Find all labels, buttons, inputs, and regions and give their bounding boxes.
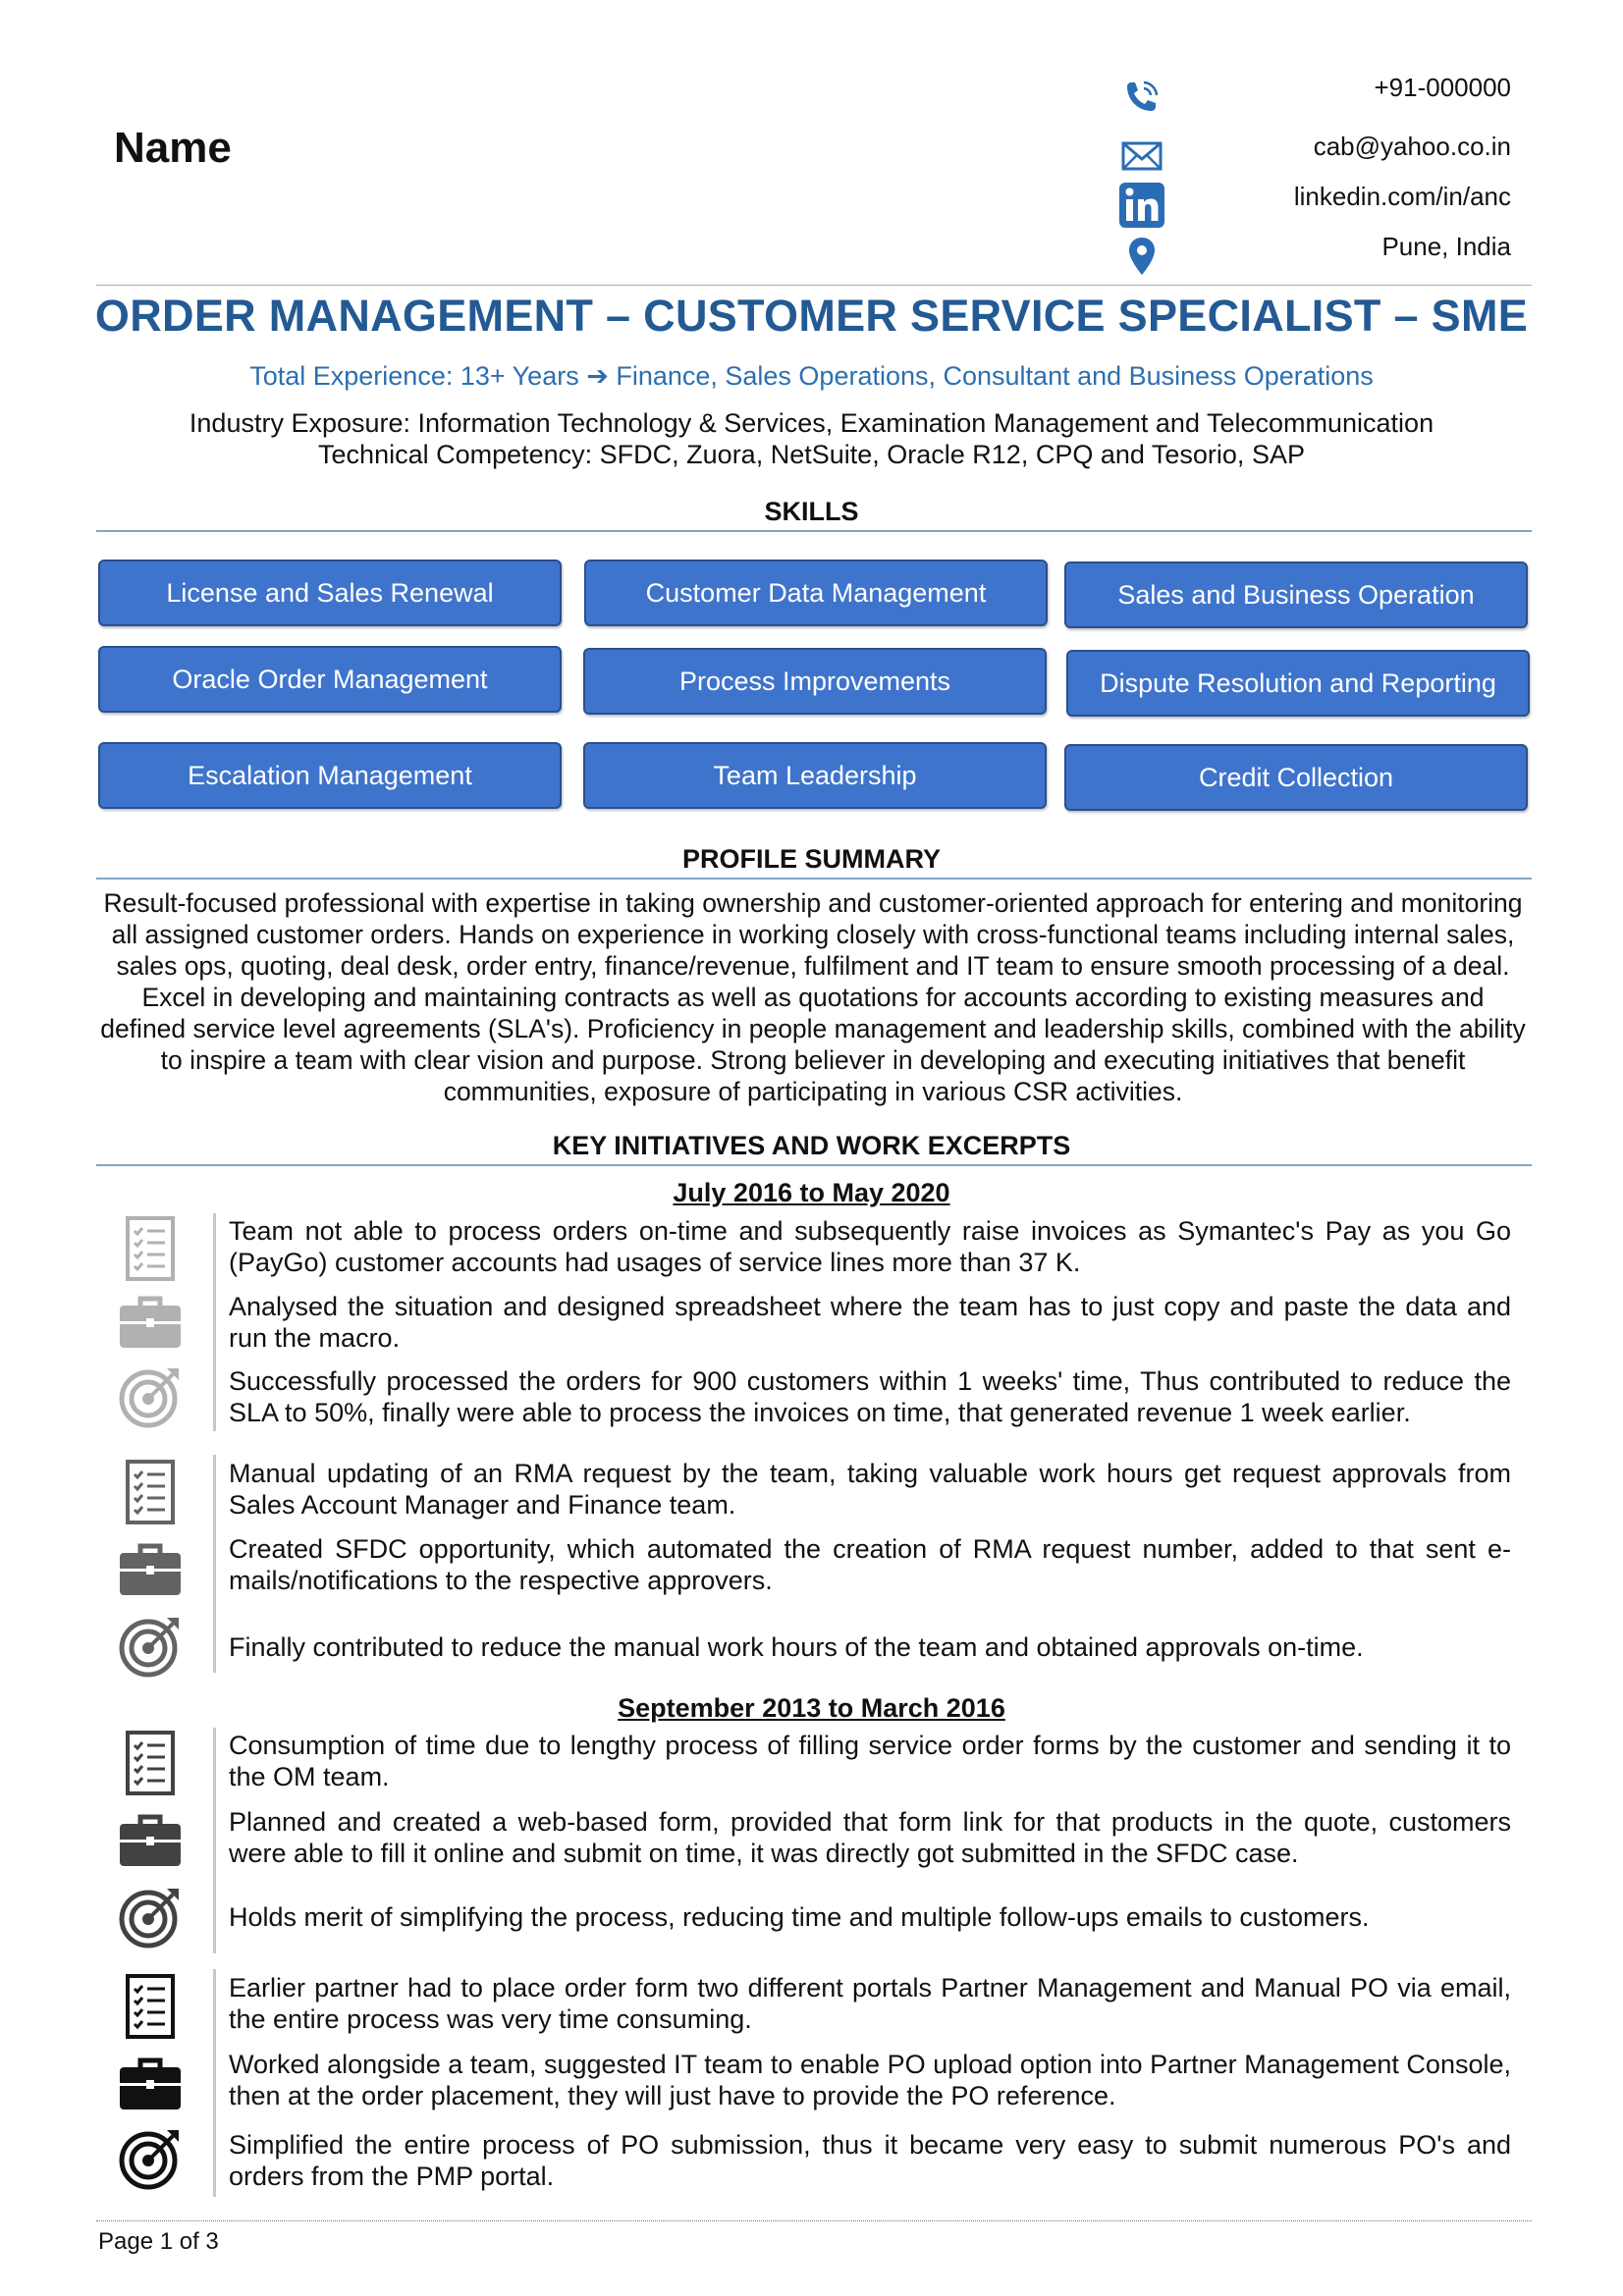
initiative-item: Manual updating of an RMA request by the team, taking valuable work hours get request approvals from Sales Account Manager and Finance team. xyxy=(229,1459,1511,1520)
initiative-item: Analysed the situation and designed spreadsheet where the team has to just copy and paste the data and run the macro. xyxy=(229,1292,1511,1353)
initiative-item: Simplified the entire process of PO submission, thus it became very easy to submit numerous PO's and orders from the PMP portal. xyxy=(229,2130,1511,2191)
checklist-icon xyxy=(116,1973,185,2040)
period-heading: July 2016 to May 2020 xyxy=(673,1178,950,1207)
page-number: Page 1 of 3 xyxy=(98,2228,219,2255)
technical-competency: Technical Competency: SFDC, Zuora, NetSuite, Oracle R12, CPQ and Tesorio, SAP xyxy=(318,440,1305,469)
briefcase-icon xyxy=(116,2056,185,2112)
skill-badge: Credit Collection xyxy=(1064,744,1528,811)
skills-divider xyxy=(96,530,1532,532)
checklist-icon xyxy=(116,1459,185,1525)
profile-heading: PROFILE SUMMARY xyxy=(682,844,941,874)
item-group-bar xyxy=(213,1213,216,1431)
initiatives-divider xyxy=(96,1164,1532,1166)
item-group-bar xyxy=(213,1728,216,1953)
skill-badge: Escalation Management xyxy=(98,742,562,809)
phone-number: +91-000000 xyxy=(1374,73,1511,102)
initiative-item: Earlier partner had to place order form two different portals Partner Management and Manual PO via email, the entire process was very time consuming. xyxy=(229,1973,1511,2034)
checklist-icon xyxy=(116,1730,185,1796)
skill-badge: Sales and Business Operation xyxy=(1064,561,1528,628)
candidate-name: Name xyxy=(114,124,232,172)
skill-badge: Process Improvements xyxy=(583,648,1047,715)
skill-badge: License and Sales Renewal xyxy=(98,560,562,626)
phone-icon xyxy=(1114,77,1169,122)
footer-divider xyxy=(96,2220,1532,2221)
target-icon xyxy=(116,1614,185,1679)
skill-badge: Dispute Resolution and Reporting xyxy=(1066,650,1530,717)
checklist-icon xyxy=(116,1215,185,1282)
initiative-item: Consumption of time due to lengthy process of filling service order forms by the customer and sending it to the OM team. xyxy=(229,1731,1511,1791)
linkedin-url: linkedin.com/in/anc xyxy=(1293,182,1511,211)
initiative-item: Team not able to process orders on-time and subsequently raise invoices as Symantec's Pay as you Go (PayGo) customer accounts had usages of service lines more than 37 K. xyxy=(229,1216,1511,1277)
skill-badge: Oracle Order Management xyxy=(98,646,562,713)
initiative-item: Planned and created a web-based form, provided that form link for that products in the quote, customers were able to fill it online and submit on time, it was directly got submitted in the SFDC case. xyxy=(229,1807,1511,1868)
initiatives-heading: KEY INITIATIVES AND WORK EXCERPTS xyxy=(552,1131,1071,1160)
period-heading: September 2013 to March 2016 xyxy=(618,1693,1005,1723)
skill-badge: Customer Data Management xyxy=(584,560,1048,626)
profile-summary-text: Result-focused professional with expertise in taking ownership and customer-oriented approach for entering and monitoring all assigned customer orders. Hands on experience in working closely with cross-functional teams including internal sales, sales ops, quoting, deal desk, order entry, finance/revenue, fulfilment and IT team to ensure smooth processing of a deal. Excel in developing and maintaining contracts as well as quotations for accounts according to existing measures and defined service level agreements (SLA's). Proficiency in people management and leadership skills, combined with the ability to inspire a team with clear vision and purpose. Strong believer in developing and executing initiatives that benefit communities, exposure of participating in various CSR activities. xyxy=(100,888,1526,1106)
initiative-item: Created SFDC opportunity, which automated the creation of RMA request number, added to that sent e-mails/notifications to the respective approvers. xyxy=(229,1534,1511,1595)
resume-title: ORDER MANAGEMENT – CUSTOMER SERVICE SPECIALIST – SME xyxy=(94,291,1529,341)
profile-divider xyxy=(96,878,1532,880)
target-icon xyxy=(116,2126,185,2191)
initiative-item: Successfully processed the orders for 900 customers within 1 weeks' time, Thus contributed to reduce the SLA to 50%, finally were able to process the invoices on time, that generated revenue 1 week earlier. xyxy=(229,1366,1511,1427)
location: Pune, India xyxy=(1381,232,1511,261)
email-address: cab@yahoo.co.in xyxy=(1313,132,1511,161)
item-group-bar xyxy=(213,1455,216,1673)
initiative-item: Finally contributed to reduce the manual work hours of the team and obtained approvals on-time. xyxy=(229,1632,1364,1662)
skill-badge: Team Leadership xyxy=(583,742,1047,809)
target-icon xyxy=(116,1885,185,1949)
industry-exposure: Industry Exposure: Information Technology & Services, Examination Management and Telecommunication xyxy=(189,408,1434,438)
target-icon xyxy=(116,1364,185,1429)
initiative-item: Holds merit of simplifying the process, reducing time and multiple follow-ups emails to customers. xyxy=(229,1902,1370,1932)
location-pin-icon xyxy=(1114,236,1169,277)
briefcase-icon xyxy=(116,1812,185,1869)
total-experience: Total Experience: 13+ Years ➔ Finance, Sales Operations, Consultant and Business Operations xyxy=(249,361,1374,391)
mail-icon xyxy=(1114,139,1169,173)
linkedin-icon xyxy=(1114,181,1169,230)
initiative-item: Worked alongside a team, suggested IT team to enable PO upload option into Partner Management Console, then at the order placement, they will just have to provide the PO reference. xyxy=(229,2050,1511,2110)
item-group-bar xyxy=(213,1969,216,2197)
briefcase-icon xyxy=(116,1294,185,1351)
briefcase-icon xyxy=(116,1541,185,1598)
skills-heading: SKILLS xyxy=(764,497,859,526)
header-divider xyxy=(96,285,1532,286)
